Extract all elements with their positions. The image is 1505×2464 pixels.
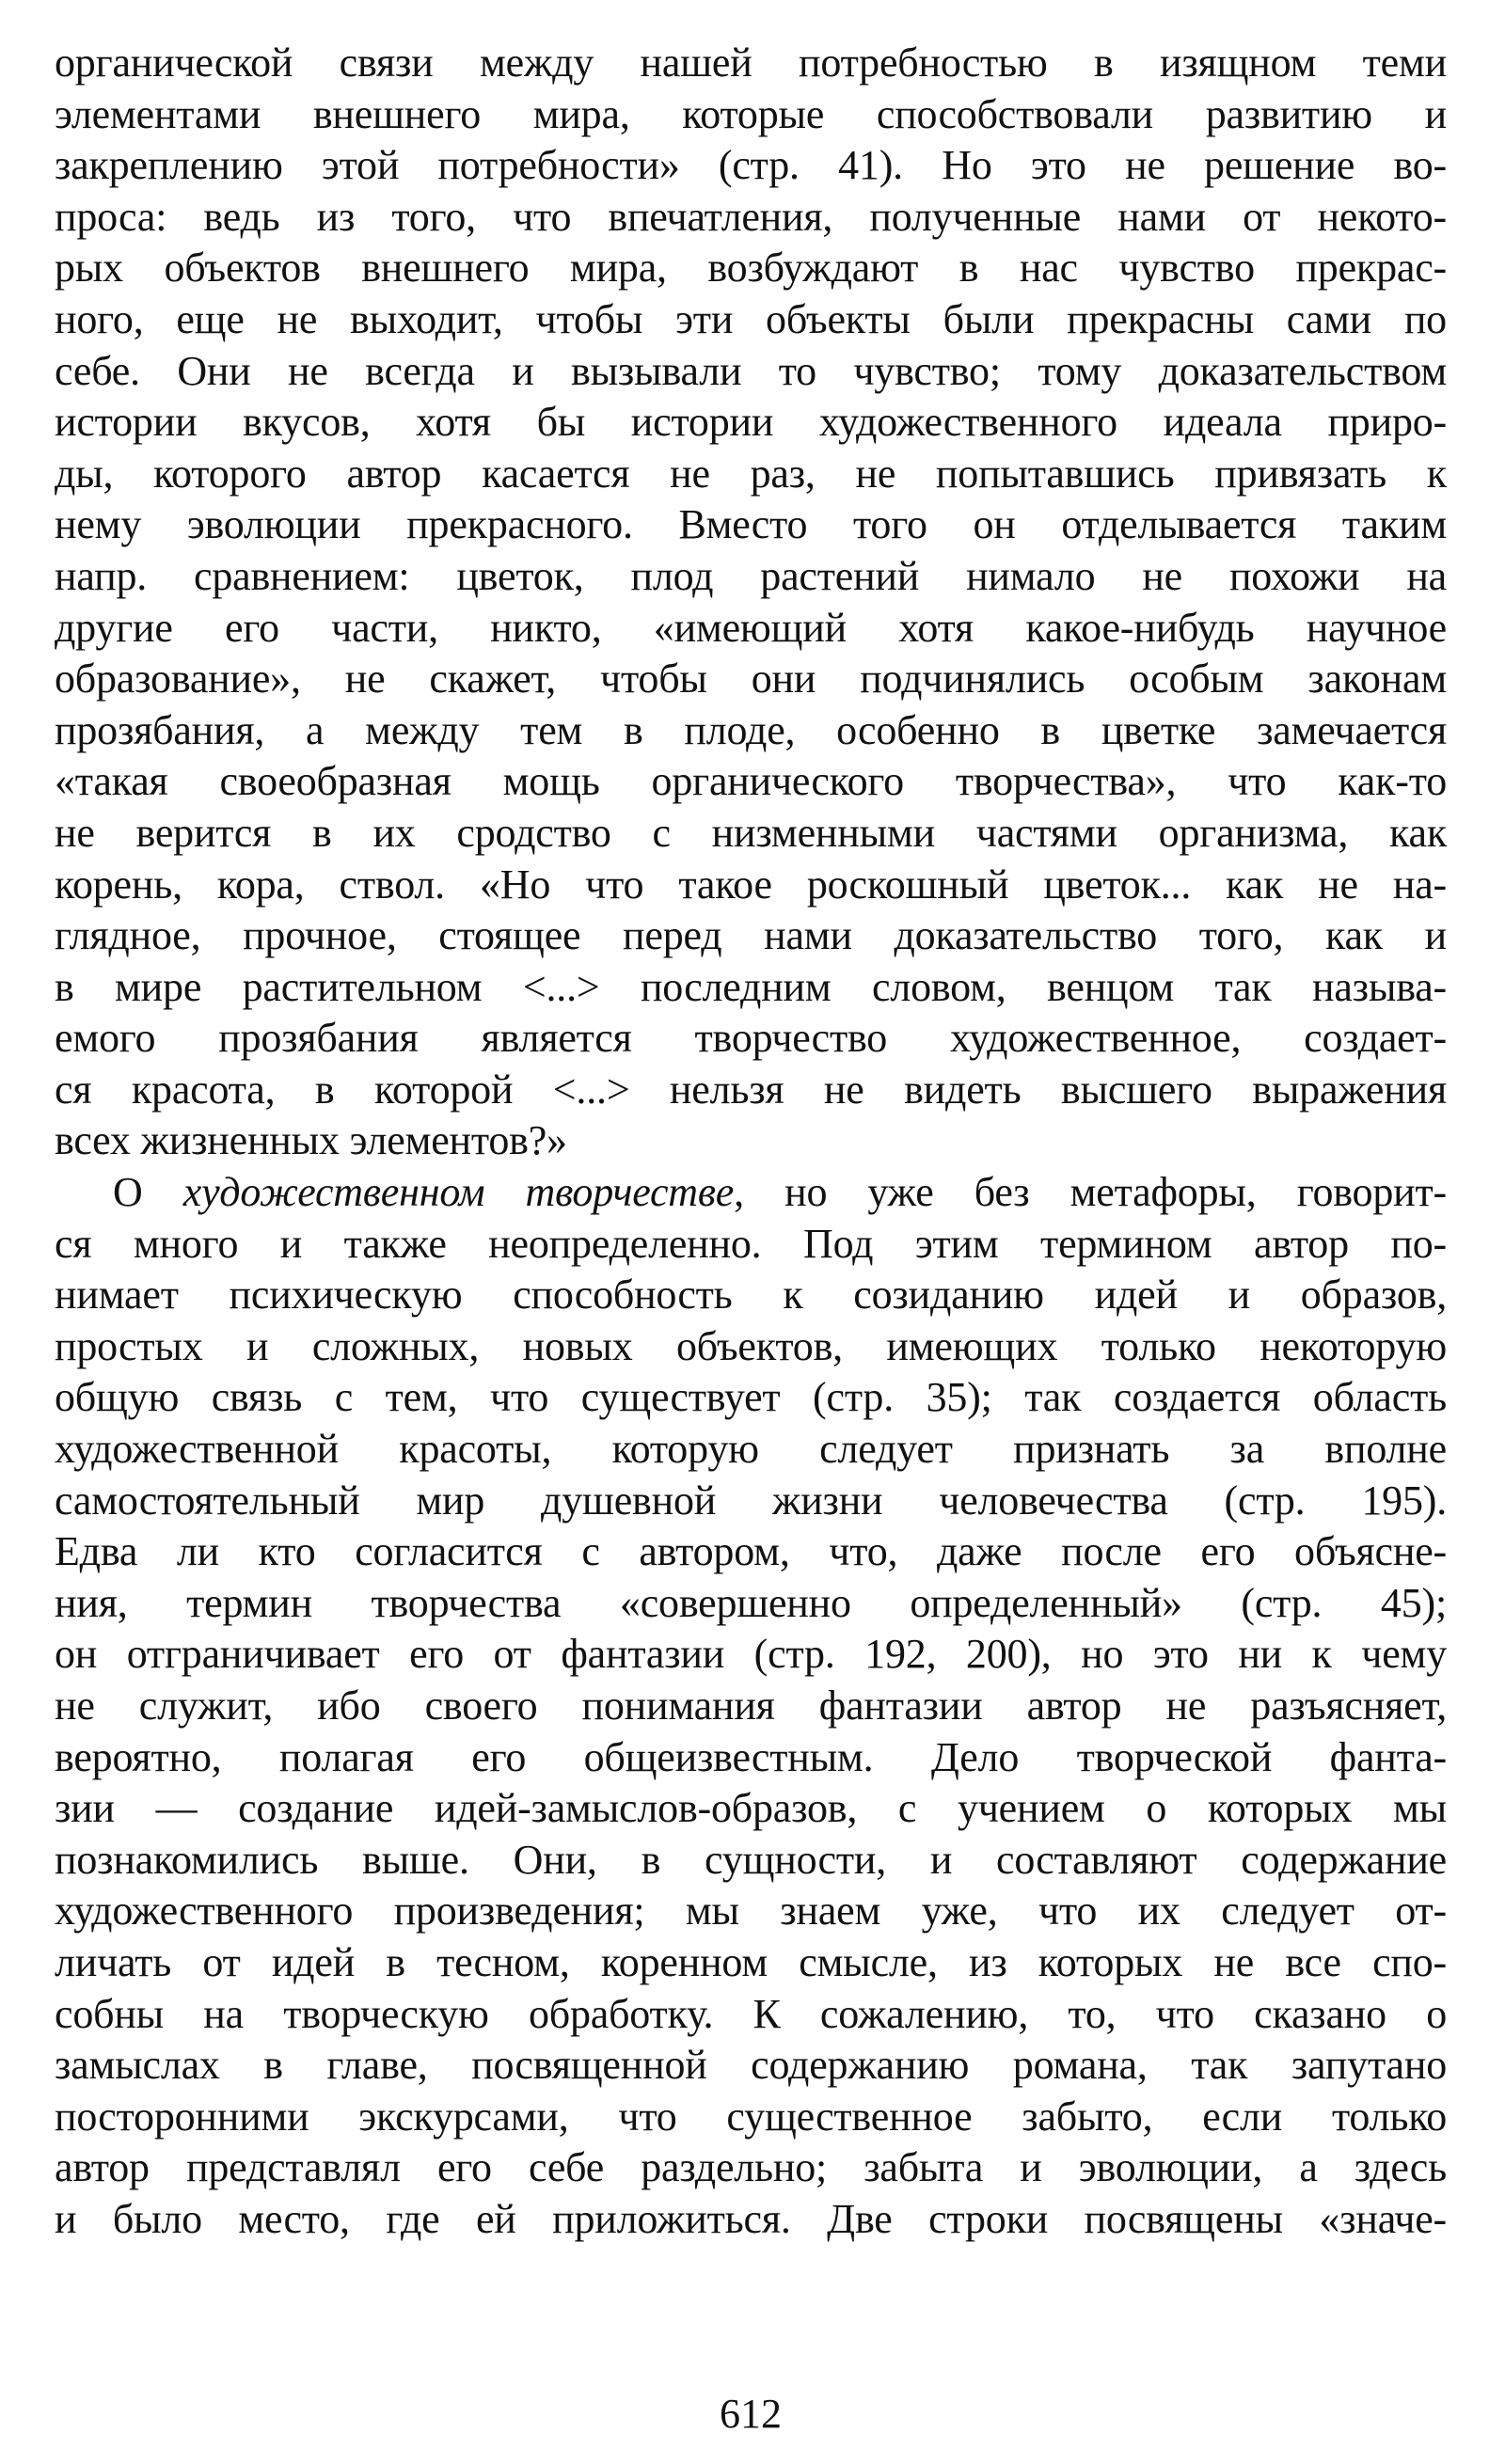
text-line: ного, еще не выходит, чтобы эти объекты были прекрасны сами по xyxy=(55,295,1447,342)
text-line: ния, термин творчества «совершенно определенный» (стр. 45); xyxy=(55,1579,1447,1626)
text-line: не верится в их сродство с низменными частями организма, как xyxy=(55,809,1447,856)
page-number: 612 xyxy=(720,2391,782,2437)
text-line: нимает психическую способность к созиданию идей и образов, xyxy=(55,1271,1447,1319)
text-line: рых объектов внешнего мира, возбуждают в нас чувство прекрас- xyxy=(55,245,1447,292)
text-line: ся много и также неопределенно. Под этим термином автор по- xyxy=(55,1220,1447,1267)
text-line: художественной красоты, которую следует признать за вполне xyxy=(55,1426,1447,1473)
text-line: Едва ли кто согласится с автором, что, даже после его объясне- xyxy=(55,1528,1447,1575)
text-line: замыслах в главе, посвященной содержанию романа, так запутано xyxy=(55,2042,1447,2089)
italic-term: художественном творчестве xyxy=(182,1169,735,1216)
text-line: ся красота, в которой <...> нельзя не видеть высшего выражения xyxy=(55,1066,1447,1113)
text-line: не служит, ибо своего понимания фантазии автор не разъясняет, xyxy=(55,1682,1447,1729)
text-line: общую связь с тем, что существует (стр. 35); так создается область xyxy=(55,1374,1447,1421)
text-line: прозябания, а между тем в плоде, особенно в цветке замечается xyxy=(55,706,1447,753)
text-line: глядное, прочное, стоящее перед нами доказательство того, как и xyxy=(55,912,1447,959)
text-line: себе. Они не всегда и вызывали то чувство; тому доказательством xyxy=(55,347,1447,394)
text-line: в мире растительном <...> последним словом, венцом так называ- xyxy=(55,963,1447,1010)
paragraph-first-line-rest: , но уже без метафоры, говорит- xyxy=(734,1169,1447,1216)
text-line: истории вкусов, хотя бы истории художественного идеала приро- xyxy=(55,399,1447,446)
paragraph-first-line xyxy=(55,1167,1447,1219)
text-line: и было место, где ей приложиться. Две строки посвящены «значе- xyxy=(55,2195,1447,2242)
text-line: самостоятельный мир душевной жизни человечества (стр. 195). xyxy=(55,1477,1447,1524)
text-line: личать от идей в тесном, коренном смысле, из которых не все спо- xyxy=(55,1938,1447,1985)
text-line: собны на творческую обработку. К сожалению, то, что сказано о xyxy=(55,1990,1447,2037)
text-line: напр. сравнением: цветок, плод растений нимало не похожи на xyxy=(55,552,1447,599)
text-line-paragraph-end: всех жизненных элементов?» xyxy=(55,1117,567,1164)
text-line: нему эволюции прекрасного. Вместо того он отделывается таким xyxy=(55,501,1447,548)
book-page xyxy=(55,38,1447,2437)
text-line: корень, кора, ствол. «Но что такое роскошный цветок... как не на- xyxy=(55,861,1447,908)
text-line: художественного произведения; мы знаем уже, что их следует от- xyxy=(55,1887,1447,1935)
text-line: ды, которого автор касается не раз, не попытавшись привязать к xyxy=(55,450,1447,497)
text-line: автор представлял его себе раздельно; забыта и эволюции, а здесь xyxy=(55,2144,1447,2191)
text-line: проса: ведь из того, что впечатления, полученные нами от некото- xyxy=(55,193,1447,240)
text-line: посторонними экскурсами, что существенное забыто, если только xyxy=(55,2093,1447,2140)
paragraph-prefix: О xyxy=(113,1169,183,1216)
text-line: закреплению этой потребности» (стр. 41). Но это не решение во- xyxy=(55,142,1447,189)
text-line: «такая своеобразная мощь органического творчества», что как-то xyxy=(55,758,1447,805)
text-line: другие его части, никто, «имеющий хотя какое-нибудь научное xyxy=(55,604,1447,651)
text-line: зии — создание идей-замыслов-образов, с учением о которых мы xyxy=(55,1785,1447,1832)
page-body-text xyxy=(55,38,1447,2246)
text-line: вероятно, полагая его общеизвестным. Дело творческой фанта- xyxy=(55,1733,1447,1780)
text-line: элементами внешнего мира, которые способствовали развитию и xyxy=(55,90,1447,137)
text-line: емого прозябания является творчество художественное, создает- xyxy=(55,1015,1447,1062)
text-line: простых и сложных, новых объектов, имеющих только некоторую xyxy=(55,1322,1447,1369)
text-line: органической связи между нашей потребностью в изящном теми xyxy=(55,39,1447,86)
text-line: образование», не скажет, чтобы они подчинялись особым законам xyxy=(55,655,1447,703)
text-line: он отграничивает его от фантазии (стр. 192, 200), но это ни к чему xyxy=(55,1631,1447,1678)
text-line: познакомились выше. Они, в сущности, и составляют содержание xyxy=(55,1836,1447,1883)
